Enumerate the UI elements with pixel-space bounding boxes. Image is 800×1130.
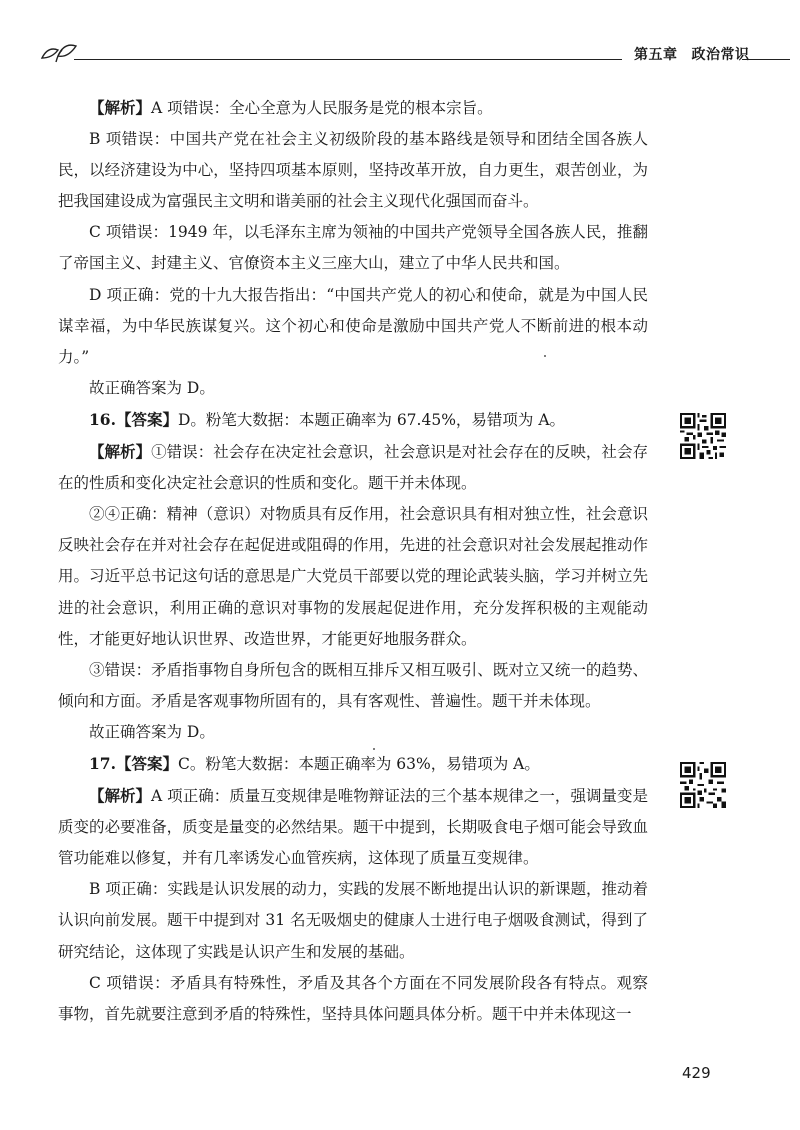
paragraph-label: 16.【答案】 [89, 409, 178, 429]
chapter-number: 第五章 [634, 47, 678, 63]
paragraph-text: D。粉笔大数据：本题正确率为 67.45%，易错项为 A。 [177, 410, 566, 429]
explanation-paragraph [58, 373, 648, 404]
paragraph-text: D 项正确：党的十九大报告指出：“中国共产党人的初心和使命，就是为中国人民谋幸福，为中华民族谋复兴。这个初心和使命是激励中国共产党人不断前进的根本动力。” [58, 285, 648, 366]
explanation-paragraph [58, 655, 648, 717]
page-header [38, 36, 790, 76]
paragraph-text: 故正确答案为 D。 [89, 722, 215, 741]
paragraph-text: A 项正确：质量互变规律是唯物辩证法的三个基本规律之一，强调量变是质变的必要准备，质变是量变的必然结果。题干中提到，长期吸食电子烟可能会导致血管功能难以修复，并有几率诱发心血管疾病，这体现了质量互变规律。 [58, 787, 648, 868]
stray-mark [373, 748, 375, 750]
paragraph-text: C 项错误：1949 年，以毛泽东主席为领袖的中国共产党领导全国各族人民，推翻了帝国主义、封建主义、官僚资本主义三座大山，建立了中华人民共和国。 [58, 223, 648, 273]
header-rule [74, 59, 622, 60]
paragraph-label: 17.【答案】 [89, 753, 178, 773]
paragraph-text: ③错误：矛盾指事物自身所包含的既相互排斥又相互吸引、既对立又统一的趋势、倾向和方面。矛盾是客观事物所固有的，具有客观性、普遍性。题干并未体现。 [58, 660, 648, 710]
sprout-icon [38, 36, 82, 66]
paragraph-label: 【解析】 [89, 98, 152, 117]
explanation-paragraph [58, 280, 648, 373]
paragraph-text: 故正确答案为 D。 [89, 378, 215, 397]
explanation-paragraph [58, 499, 648, 654]
answer-explanations [58, 92, 648, 1030]
chapter-subject: 政治常识 [691, 47, 750, 63]
explanation-paragraph [58, 217, 648, 279]
explanation-paragraph [58, 404, 648, 436]
stray-mark [544, 355, 546, 357]
explanation-paragraph [58, 874, 648, 967]
header-rule-right [742, 59, 790, 60]
explanation-paragraph [58, 92, 648, 124]
paragraph-text: A 项错误：全心全意为人民服务是党的根本宗旨。 [151, 99, 493, 117]
paragraph-text: ①错误：社会存在决定社会意识，社会意识是对社会存在的反映，社会存在的性质和变化决定社会意识的性质和变化。题干并未体现。 [58, 443, 648, 493]
paragraph-text: C 项错误：矛盾具有特殊性，矛盾及其各个方面在不同发展阶段各有特点。观察事物，首先就要注意到矛盾的特殊性，坚持具体问题具体分析。题干中并未体现这一 [58, 973, 648, 1023]
page-number: 429 [682, 1064, 711, 1082]
explanation-paragraph [58, 717, 648, 748]
qr-code-icon [680, 413, 726, 459]
explanation-paragraph [58, 436, 648, 499]
chapter-title [634, 44, 750, 64]
paragraph-text: B 项错误：中国共产党在社会主义初级阶段的基本路线是领导和团结全国各族人民，以经济建设为中心，坚持四项基本原则，坚持改革开放，自力更生，艰苦创业，为把我国建设成为富强民主文明和谐美丽的社会主义现代化强国而奋斗。 [58, 130, 648, 211]
explanation-paragraph [58, 968, 648, 1030]
paragraph-label: 【解析】 [89, 786, 152, 806]
explanation-paragraph [58, 124, 648, 217]
paragraph-text: C。粉笔大数据：本题正确率为 63%，易错项为 A。 [177, 754, 540, 773]
explanation-paragraph [58, 748, 648, 780]
paragraph-label: 【解析】 [89, 442, 152, 462]
qr-code-icon [680, 762, 726, 808]
paragraph-text: B 项正确：实践是认识发展的动力，实践的发展不断地提出认识的新课题，推动着认识向前发展。题干中提到对 31 名无吸烟史的健康人士进行电子烟吸食测试，得到了研究结论，这体现了实践是认识产生和发展的基础。 [58, 880, 648, 961]
explanation-paragraph [58, 780, 648, 874]
paragraph-text: ②④正确：精神（意识）对物质具有反作用，社会意识具有相对独立性，社会意识反映社会存在并对社会存在起促进或阻碍的作用，先进的社会意识对社会发展起推动作用。习近平总书记这句话的意思是广大党员干部要以党的理论武装头脑，学习并树立先进的社会意识，利用正确的意识对事物的发展起促进作用，充分发挥积极的主观能动性，才能更好地认识世界、改造世界，才能更好地服务群众。 [58, 505, 648, 648]
